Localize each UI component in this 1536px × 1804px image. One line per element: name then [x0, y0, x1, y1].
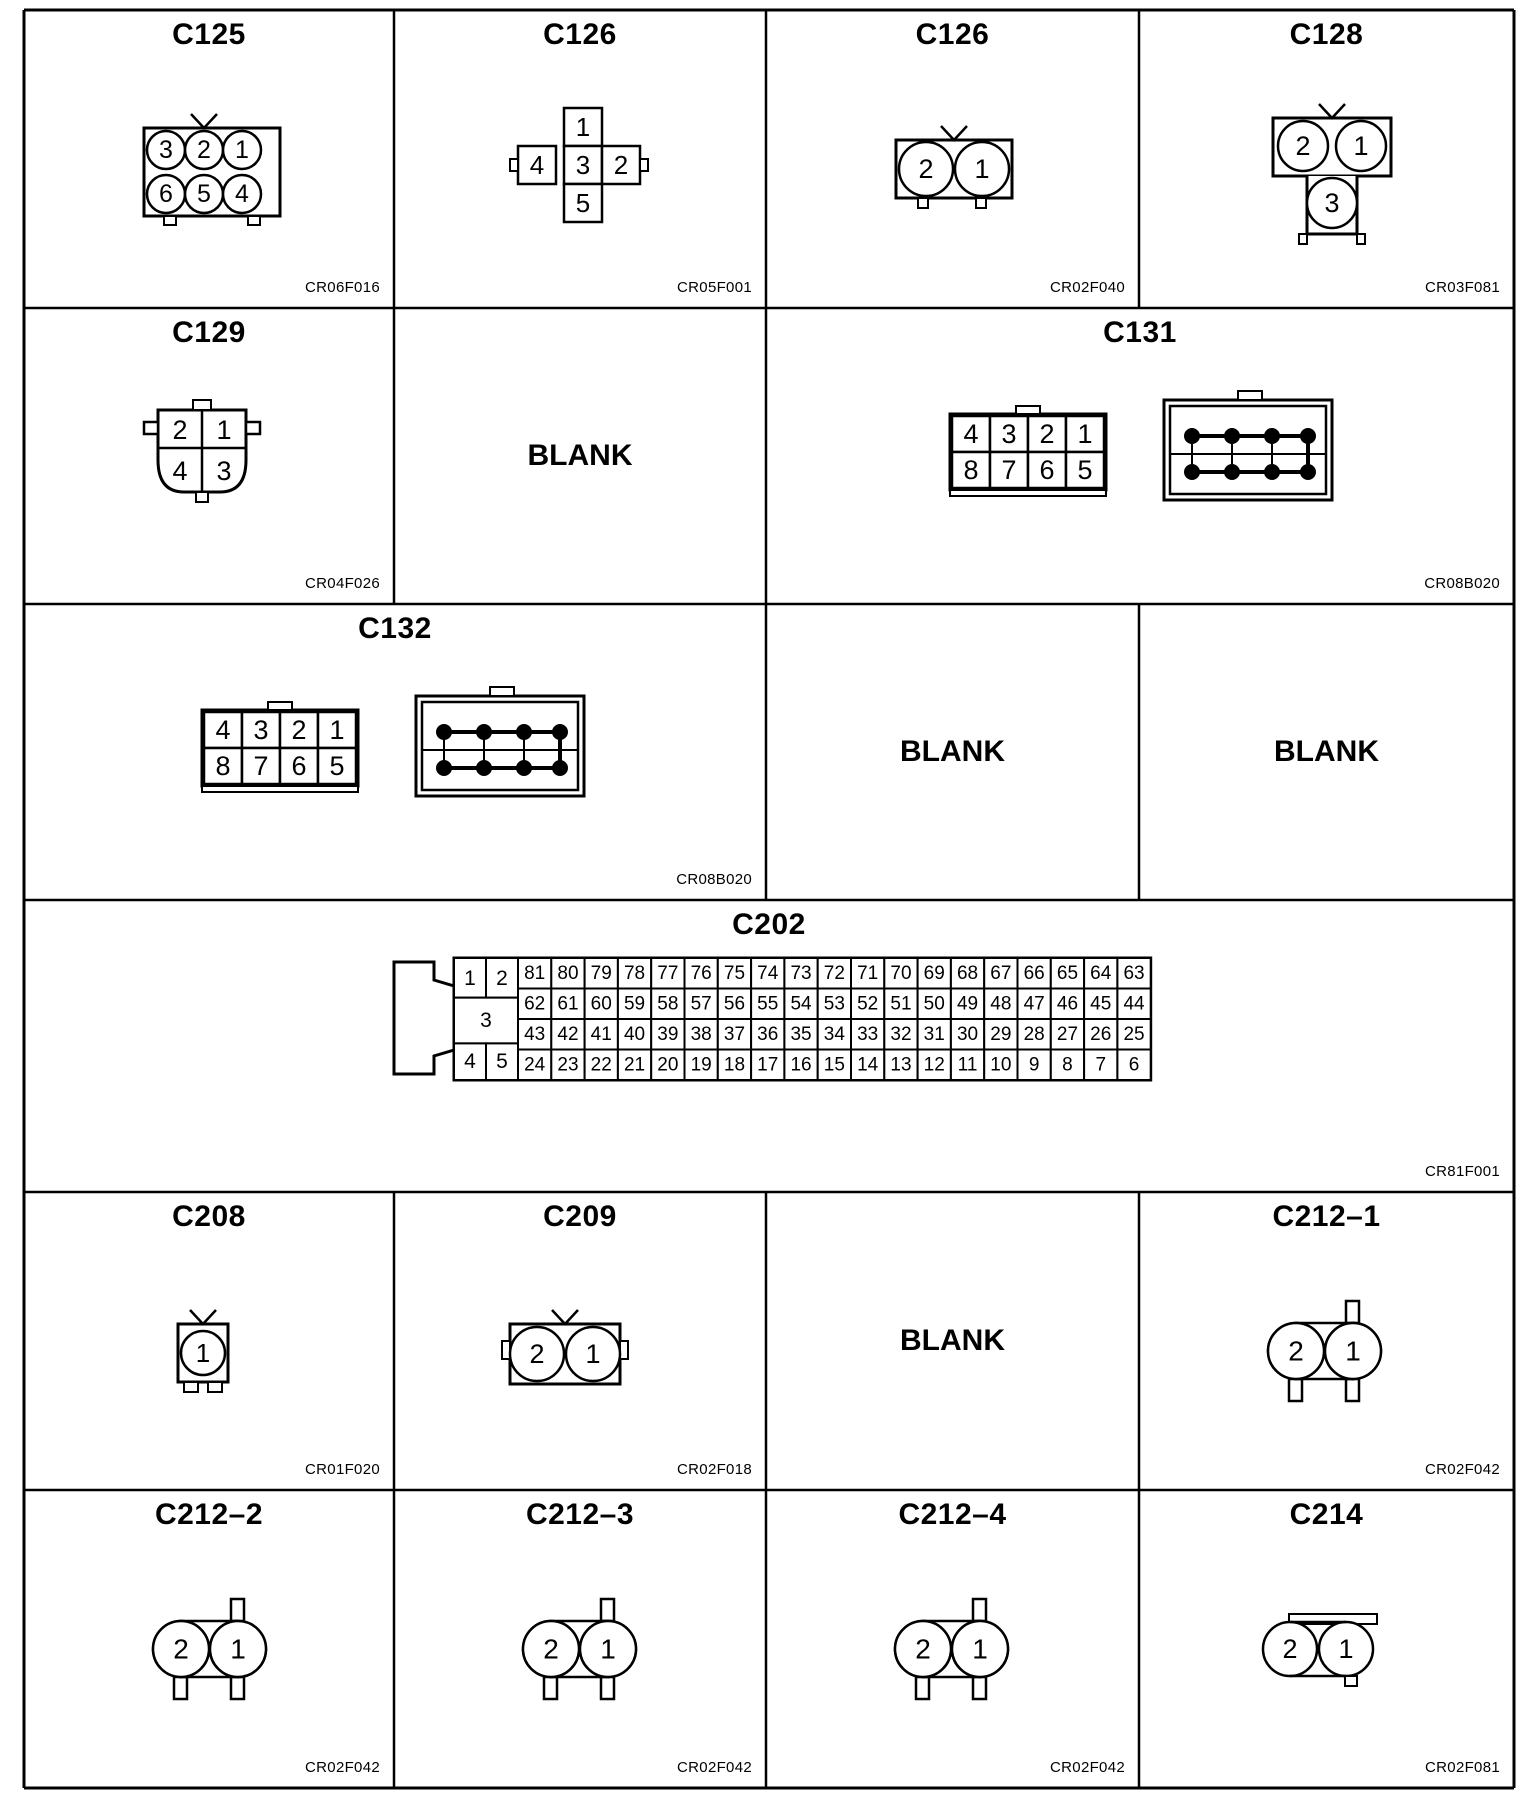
pin-number: 6 [1128, 1054, 1140, 1076]
tab [174, 1677, 187, 1699]
pin-number: 10 [990, 1054, 1012, 1076]
pin-number: 5 [575, 188, 591, 218]
pin-number: 48 [990, 993, 1012, 1015]
pin-number: 65 [1056, 962, 1079, 984]
pin-number: 6 [159, 180, 173, 208]
tab [1346, 1301, 1359, 1323]
pin-number: 2 [1295, 131, 1311, 161]
terminal-dot [436, 724, 452, 740]
connector-cell-c126a [394, 10, 766, 308]
pin-number: 1 [600, 1633, 616, 1665]
connector-cell-c129 [24, 308, 394, 604]
pin-number: 29 [990, 1023, 1012, 1045]
pin-number: 67 [990, 962, 1012, 984]
pin-number: 63 [1123, 962, 1145, 984]
figure-code: CR08B020 [1424, 575, 1500, 592]
tab [1289, 1379, 1302, 1401]
connector-diagram [24, 900, 1514, 1192]
terminal-dot [476, 724, 492, 740]
pin-number: 21 [623, 1054, 646, 1076]
figure-code: CR03F081 [1425, 279, 1500, 296]
tab [601, 1599, 614, 1621]
terminal-dot [1184, 464, 1200, 480]
tab [1357, 234, 1365, 244]
pin-number: 2 [173, 1633, 189, 1665]
pin-number: 1 [1353, 131, 1369, 161]
pin-number: 42 [557, 1023, 579, 1045]
pin-number: 4 [215, 715, 231, 745]
figure-code: CR02F042 [677, 1759, 752, 1776]
tab [490, 687, 514, 696]
pin-number: 2 [1288, 1335, 1304, 1367]
connector-title: C129 [172, 316, 246, 349]
tab [976, 198, 986, 208]
tab [231, 1677, 244, 1699]
pin-number: 33 [857, 1023, 879, 1045]
tab [601, 1677, 614, 1699]
connector-diagram [394, 1490, 766, 1788]
pin-number: 24 [524, 1054, 546, 1076]
pin-number: 78 [623, 962, 646, 984]
connector-cell-c212-4 [766, 1490, 1139, 1788]
tab [1299, 234, 1307, 244]
pin-number: 50 [923, 993, 945, 1015]
pin-number: 8 [215, 751, 231, 781]
pin-number: 80 [557, 962, 579, 984]
pin-number: 53 [823, 993, 845, 1015]
pin-number: 55 [757, 993, 779, 1015]
connector-cell-c214 [1139, 1490, 1514, 1788]
figure-code: CR02F042 [305, 1759, 380, 1776]
blank-cell [1139, 604, 1514, 900]
pin-number: 79 [590, 962, 612, 984]
pin-number: 11 [957, 1054, 978, 1076]
tab [248, 216, 260, 225]
pin-number: 9 [1028, 1054, 1040, 1076]
tab [973, 1599, 986, 1621]
pin-number: 3 [159, 136, 173, 164]
pin-number: 7 [253, 751, 269, 781]
pin-number: 2 [496, 967, 508, 991]
pin-number: 37 [723, 1023, 746, 1045]
terminal-dot [516, 724, 532, 740]
pin-number: 39 [657, 1023, 679, 1045]
pin-number: 31 [923, 1023, 945, 1045]
blank-cell [766, 604, 1139, 900]
pin-number: 3 [216, 456, 232, 486]
pin-number: 3 [253, 715, 269, 745]
tab [544, 1677, 557, 1699]
figure-code: CR02F040 [1050, 279, 1125, 296]
connector-cell-c212-3 [394, 1490, 766, 1788]
tab [640, 159, 648, 171]
pin-number: 15 [823, 1054, 845, 1076]
terminal-dot [516, 760, 532, 776]
connector-cell-c126b [766, 10, 1139, 308]
pin-number: 13 [890, 1054, 912, 1076]
pin-number: 60 [590, 993, 612, 1015]
pin-number: 1 [974, 154, 990, 184]
terminal-dot [436, 760, 452, 776]
pin-number: 49 [956, 993, 979, 1015]
pin-number: 61 [557, 993, 579, 1015]
terminal-dot [1264, 428, 1280, 444]
pin-number: 34 [823, 1023, 845, 1045]
pin-number: 2 [291, 715, 307, 745]
pin-number: 2 [197, 136, 211, 164]
blank-cell [394, 308, 766, 604]
pin-number: 57 [690, 993, 712, 1015]
pin-number: 4 [963, 419, 979, 449]
pin-number: 27 [1056, 1023, 1079, 1045]
figure-code: CR04F026 [305, 575, 380, 592]
figure-code: CR02F042 [1050, 1759, 1125, 1776]
connector-title: C128 [1289, 18, 1364, 51]
pin-number: 25 [1123, 1023, 1145, 1045]
connector-title: C126 [915, 18, 990, 51]
tab [502, 1341, 510, 1359]
pin-number: 3 [1001, 419, 1017, 449]
pin-number: 59 [623, 993, 646, 1015]
connector-cell-c128 [1139, 10, 1514, 308]
figure-code: CR06F016 [305, 279, 380, 296]
blank-cell [766, 1192, 1139, 1490]
pin-number: 71 [857, 962, 879, 984]
pin-number: 4 [464, 1050, 476, 1074]
connector-cell-c209 [394, 1192, 766, 1490]
pin-number: 36 [757, 1023, 779, 1045]
pin-number: 3 [575, 150, 591, 180]
pin-number: 1 [230, 1633, 246, 1665]
figure-code: CR81F001 [1425, 1163, 1500, 1180]
pin-number: 2 [172, 415, 188, 445]
key-bar [950, 490, 1106, 496]
tab [1238, 391, 1262, 400]
connector-title: C212–2 [154, 1498, 264, 1531]
tab [144, 422, 158, 434]
pin-number: 4 [235, 180, 249, 208]
connector-diagram [394, 1192, 766, 1490]
pin-number: 4 [529, 150, 545, 180]
connector-cell-c212-2 [24, 1490, 394, 1788]
pin-number: 5 [197, 180, 211, 208]
pin-number: 73 [790, 962, 812, 984]
latch-mark [1319, 104, 1345, 118]
connector-diagram [24, 604, 766, 900]
connector-cell-c202 [24, 900, 1514, 1192]
pin-number: 1 [575, 112, 591, 142]
figure-code: CR08B020 [676, 871, 752, 888]
connector-cell-c208 [24, 1192, 394, 1490]
pin-number: 35 [790, 1023, 812, 1045]
pin-number: 1 [1345, 1335, 1361, 1367]
pin-number: 5 [496, 1050, 508, 1074]
tab [246, 422, 260, 434]
pin-number: 23 [557, 1054, 579, 1076]
pin-number: 52 [857, 993, 879, 1015]
terminal-dot [1224, 428, 1240, 444]
pin-number: 56 [723, 993, 746, 1015]
connector-title: C132 [358, 612, 432, 645]
pin-number: 1 [972, 1633, 988, 1665]
pin-number: 3 [480, 1009, 492, 1033]
pin-number: 47 [1023, 993, 1045, 1015]
connector-diagram [24, 1192, 394, 1490]
pin-number: 43 [524, 1023, 546, 1045]
key-bar [202, 786, 358, 792]
pin-number: 81 [524, 962, 546, 984]
pin-number: 8 [963, 455, 979, 485]
connector-diagram [24, 10, 394, 308]
pin-number: 22 [590, 1054, 612, 1076]
pin-number: 45 [1090, 993, 1112, 1015]
latch-mark [552, 1310, 578, 1324]
connector-title: C212–4 [898, 1498, 1007, 1531]
connector-diagram [766, 308, 1514, 604]
tab [196, 492, 208, 502]
connector-diagram [1139, 10, 1514, 308]
pin-number: 2 [529, 1339, 545, 1369]
tab [1016, 406, 1040, 414]
tab [1345, 1676, 1357, 1686]
figure-code: CR02F042 [1425, 1461, 1500, 1478]
tab [208, 1382, 222, 1392]
inner-body [1170, 406, 1326, 494]
connector-title: C202 [732, 908, 806, 941]
connector-diagram [766, 1490, 1139, 1788]
pin-number: 20 [657, 1054, 679, 1076]
connector-title: C212–1 [1272, 1200, 1381, 1233]
pin-number: 38 [690, 1023, 712, 1045]
pin-number: 2 [918, 154, 934, 184]
pin-number: 46 [1056, 993, 1079, 1015]
connector-title: C208 [172, 1200, 246, 1233]
latch-mark [941, 126, 967, 140]
pin-number: 58 [657, 993, 679, 1015]
pin-number: 2 [915, 1633, 931, 1665]
tab [268, 702, 292, 710]
pin-number: 75 [723, 962, 746, 984]
connector-title: C131 [1103, 316, 1177, 349]
pin-number: 51 [890, 993, 912, 1015]
connector-diagram [24, 308, 394, 604]
connector-diagram [1139, 1192, 1514, 1490]
blank-label: BLANK [527, 439, 633, 472]
pin-number: 1 [329, 715, 345, 745]
pin-number: 72 [823, 962, 845, 984]
connector-title: C209 [543, 1200, 617, 1233]
connector-diagram [766, 10, 1139, 308]
terminal-dot [1264, 464, 1280, 480]
connector-cell-c125 [24, 10, 394, 308]
pin-number: 18 [723, 1054, 746, 1076]
connector-cell-c212-1 [1139, 1192, 1514, 1490]
tab [620, 1341, 628, 1359]
pin-number: 44 [1123, 993, 1145, 1015]
pin-number: 2 [1039, 419, 1055, 449]
blank-label: BLANK [900, 735, 1005, 768]
pin-number: 19 [690, 1054, 712, 1076]
pin-number: 7 [1001, 455, 1017, 485]
pin-number: 41 [590, 1023, 612, 1045]
pin-number: 1 [585, 1339, 601, 1369]
pin-number: 54 [790, 993, 812, 1015]
pin-number: 68 [956, 962, 979, 984]
pin-number: 2 [613, 150, 629, 180]
connector-title: C125 [172, 18, 246, 51]
figure-code: CR05F001 [677, 279, 752, 296]
pin-number: 3 [1324, 188, 1340, 218]
tab [164, 216, 176, 225]
pin-number: 1 [195, 1338, 211, 1368]
latch-mark [190, 1310, 216, 1324]
pin-number: 28 [1023, 1023, 1045, 1045]
tab [916, 1677, 929, 1699]
latch-mark [191, 114, 217, 128]
pin-number: 14 [857, 1054, 879, 1076]
pin-number: 4 [172, 456, 188, 486]
pin-number: 1 [235, 136, 249, 164]
pin-number: 40 [623, 1023, 646, 1045]
connector-cell-c132 [24, 604, 766, 900]
pin-number: 69 [923, 962, 945, 984]
tab [184, 1382, 198, 1392]
pin-number: 77 [657, 962, 679, 984]
pin-number: 62 [524, 993, 546, 1015]
figure-code: CR02F081 [1425, 1759, 1500, 1776]
blank-label: BLANK [900, 1324, 1005, 1357]
pin-number: 1 [464, 967, 476, 991]
pin-number: 1 [1338, 1634, 1354, 1664]
connector-title: C212–3 [525, 1498, 635, 1531]
pin-number: 1 [216, 415, 232, 445]
pin-number: 12 [923, 1054, 945, 1076]
terminal-dot [1224, 464, 1240, 480]
pin-number: 7 [1095, 1054, 1107, 1076]
terminal-dot [476, 760, 492, 776]
pin-number: 1 [1077, 419, 1093, 449]
pin-number: 2 [1282, 1634, 1298, 1664]
figure-code: CR01F020 [305, 1461, 380, 1478]
tab [973, 1677, 986, 1699]
pin-number: 76 [690, 962, 712, 984]
pin-number: 32 [890, 1023, 912, 1045]
tab [918, 198, 928, 208]
blank-label: BLANK [1274, 735, 1379, 768]
tab [1346, 1379, 1359, 1401]
tab [231, 1599, 244, 1621]
pin-number: 2 [543, 1633, 559, 1665]
pin-number: 5 [329, 751, 345, 781]
pin-number: 66 [1023, 962, 1045, 984]
connector-diagram [394, 10, 766, 308]
pin-number: 30 [956, 1023, 979, 1045]
figure-code: CR02F018 [677, 1461, 752, 1478]
tab [510, 159, 518, 171]
pin-number: 8 [1062, 1054, 1073, 1076]
pin-number: 26 [1090, 1023, 1112, 1045]
pin-number: 17 [757, 1054, 779, 1076]
connector-cell-c131 [766, 308, 1514, 604]
pin-number: 70 [890, 962, 912, 984]
pin-number: 6 [291, 751, 307, 781]
terminal-dot [1184, 428, 1200, 444]
pin-number: 64 [1090, 962, 1112, 984]
connector-diagram [24, 1490, 394, 1788]
connector-title: C126 [543, 18, 617, 51]
tab [193, 400, 211, 410]
connector-title: C214 [1289, 1498, 1364, 1531]
connector-outline [394, 962, 454, 1074]
connector-diagram [1139, 1490, 1514, 1788]
inner-body [422, 702, 578, 790]
pin-number: 6 [1039, 455, 1055, 485]
pin-number: 16 [790, 1054, 812, 1076]
pin-number: 74 [757, 962, 779, 984]
pin-number: 5 [1077, 455, 1093, 485]
